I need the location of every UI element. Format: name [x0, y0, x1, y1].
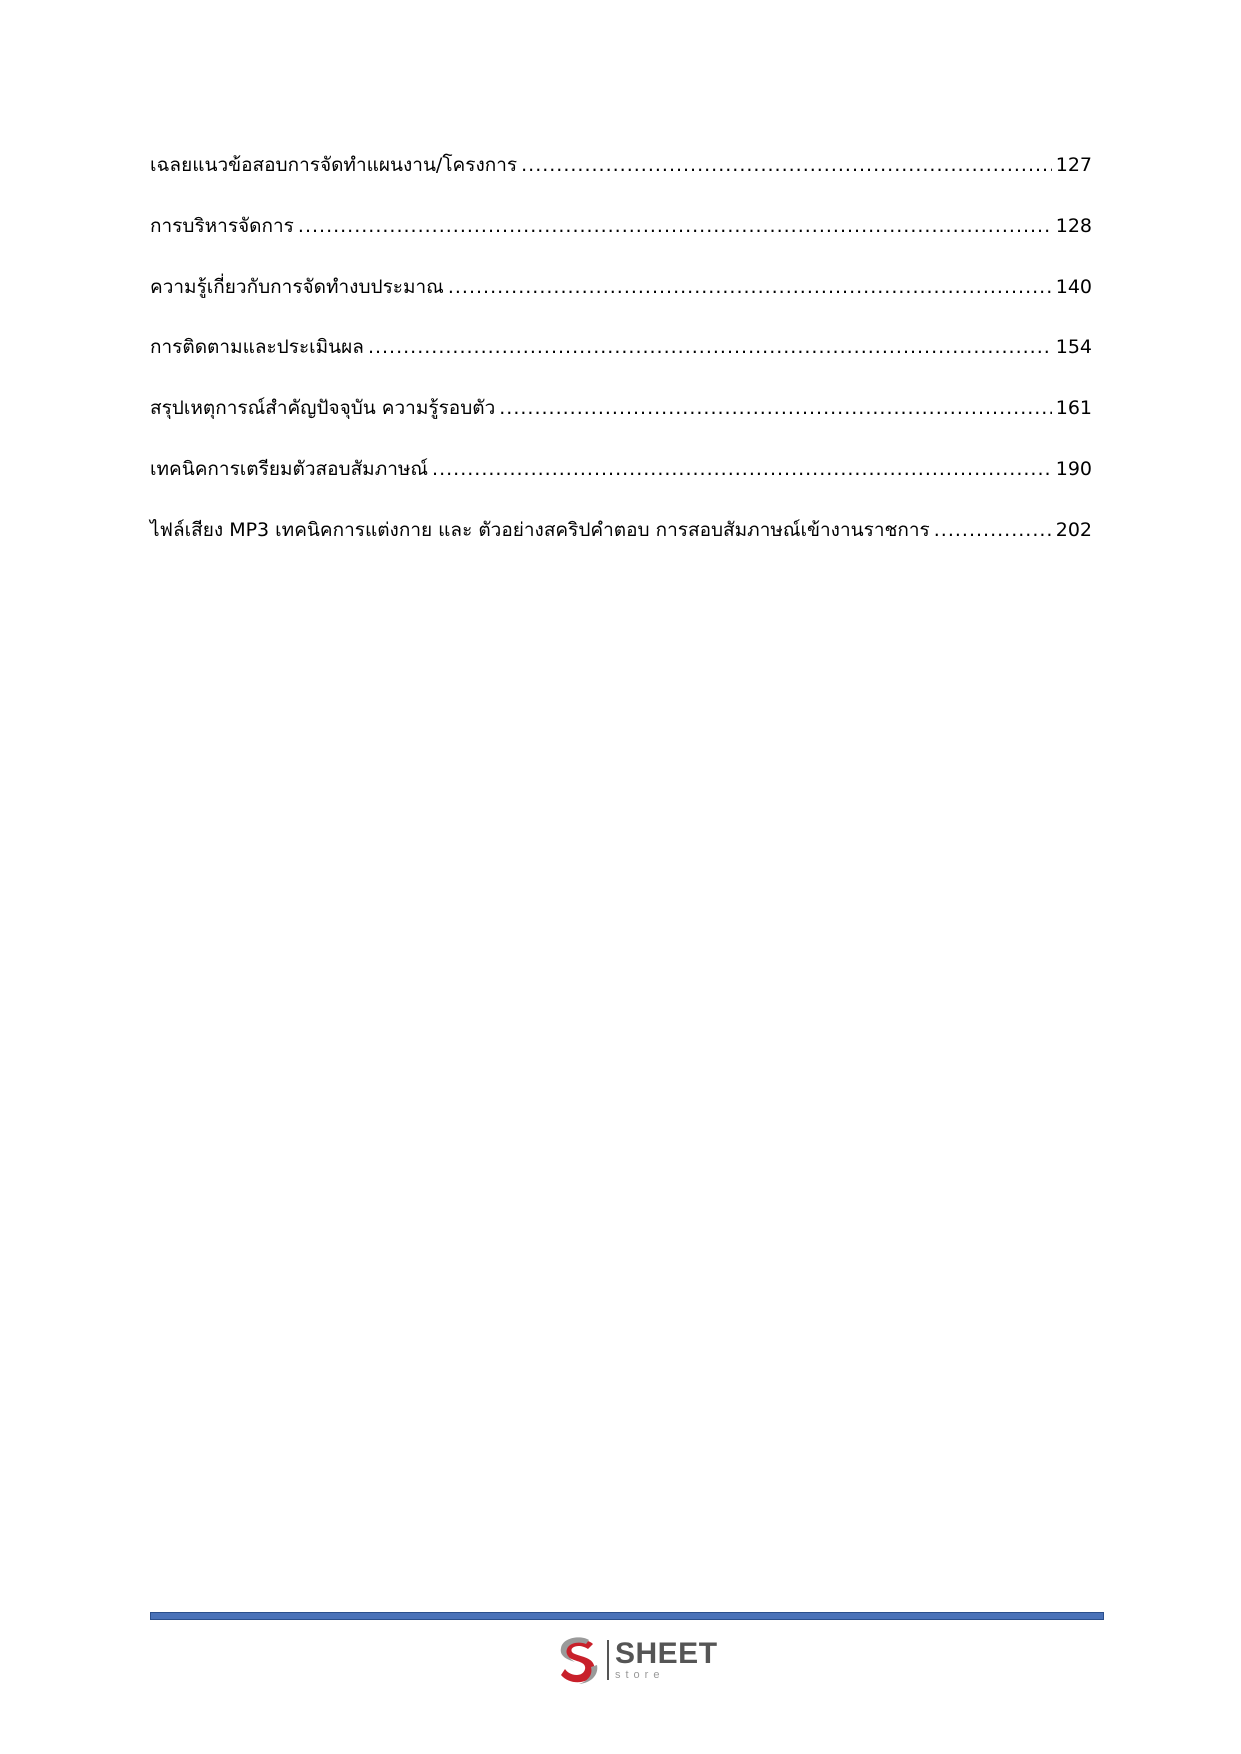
toc-dot-leader [368, 336, 1052, 358]
toc-entry-page: 202 [1055, 518, 1092, 541]
toc-entry-page: 161 [1055, 397, 1092, 420]
table-of-contents [150, 150, 1092, 576]
toc-entry-page: 140 [1055, 275, 1092, 298]
toc-dot-leader [934, 519, 1052, 541]
toc-entry-page: 154 [1055, 336, 1092, 359]
toc-dot-leader [499, 397, 1051, 419]
logo-separator [607, 1640, 609, 1680]
toc-entry[interactable] [150, 393, 1092, 454]
toc-entry[interactable] [150, 454, 1092, 515]
toc-dot-leader [448, 276, 1052, 298]
sheet-store-logo [555, 1632, 725, 1688]
toc-entry[interactable] [150, 150, 1092, 211]
toc-entry[interactable] [150, 332, 1092, 393]
toc-entry-page: 127 [1055, 154, 1092, 176]
footer-divider [150, 1612, 1104, 1620]
logo-wordmark: SHEET [615, 1637, 718, 1670]
toc-entry-title: ไฟล์เสียง MP3 เทคนิคการแต่งกาย และ ตัวอย่างสคริปคำตอบ การสอบสัมภาษณ์เข้างานราชการ [150, 518, 930, 541]
toc-entry-title: การติดตามและประเมินผล [150, 336, 364, 359]
toc-entry[interactable] [150, 515, 1092, 576]
toc-dot-leader [432, 458, 1052, 480]
logo-text [615, 1639, 718, 1681]
toc-dot-leader [298, 215, 1052, 237]
logo-subtext: store [615, 1669, 665, 1681]
toc-entry-title: ความรู้เกี่ยวกับการจัดทำงบประมาณ [150, 275, 444, 298]
toc-entry-title: สรุปเหตุการณ์สำคัญปัจจุบัน ความรู้รอบตัว [150, 397, 496, 420]
toc-dot-leader [521, 154, 1052, 176]
toc-entry-title: เทคนิคการเตรียมตัวสอบสัมภาษณ์ [150, 457, 429, 480]
toc-entry-title: เฉลยแนวข้อสอบการจัดทำแผนงาน/โครงการ [150, 154, 518, 176]
toc-entry[interactable] [150, 272, 1092, 333]
toc-entry[interactable] [150, 211, 1092, 272]
toc-entry-page: 190 [1055, 457, 1092, 480]
toc-entry-title: การบริหารจัดการ [150, 214, 294, 237]
toc-entry-page: 128 [1055, 214, 1092, 237]
sheet-store-logo-icon [555, 1635, 603, 1685]
